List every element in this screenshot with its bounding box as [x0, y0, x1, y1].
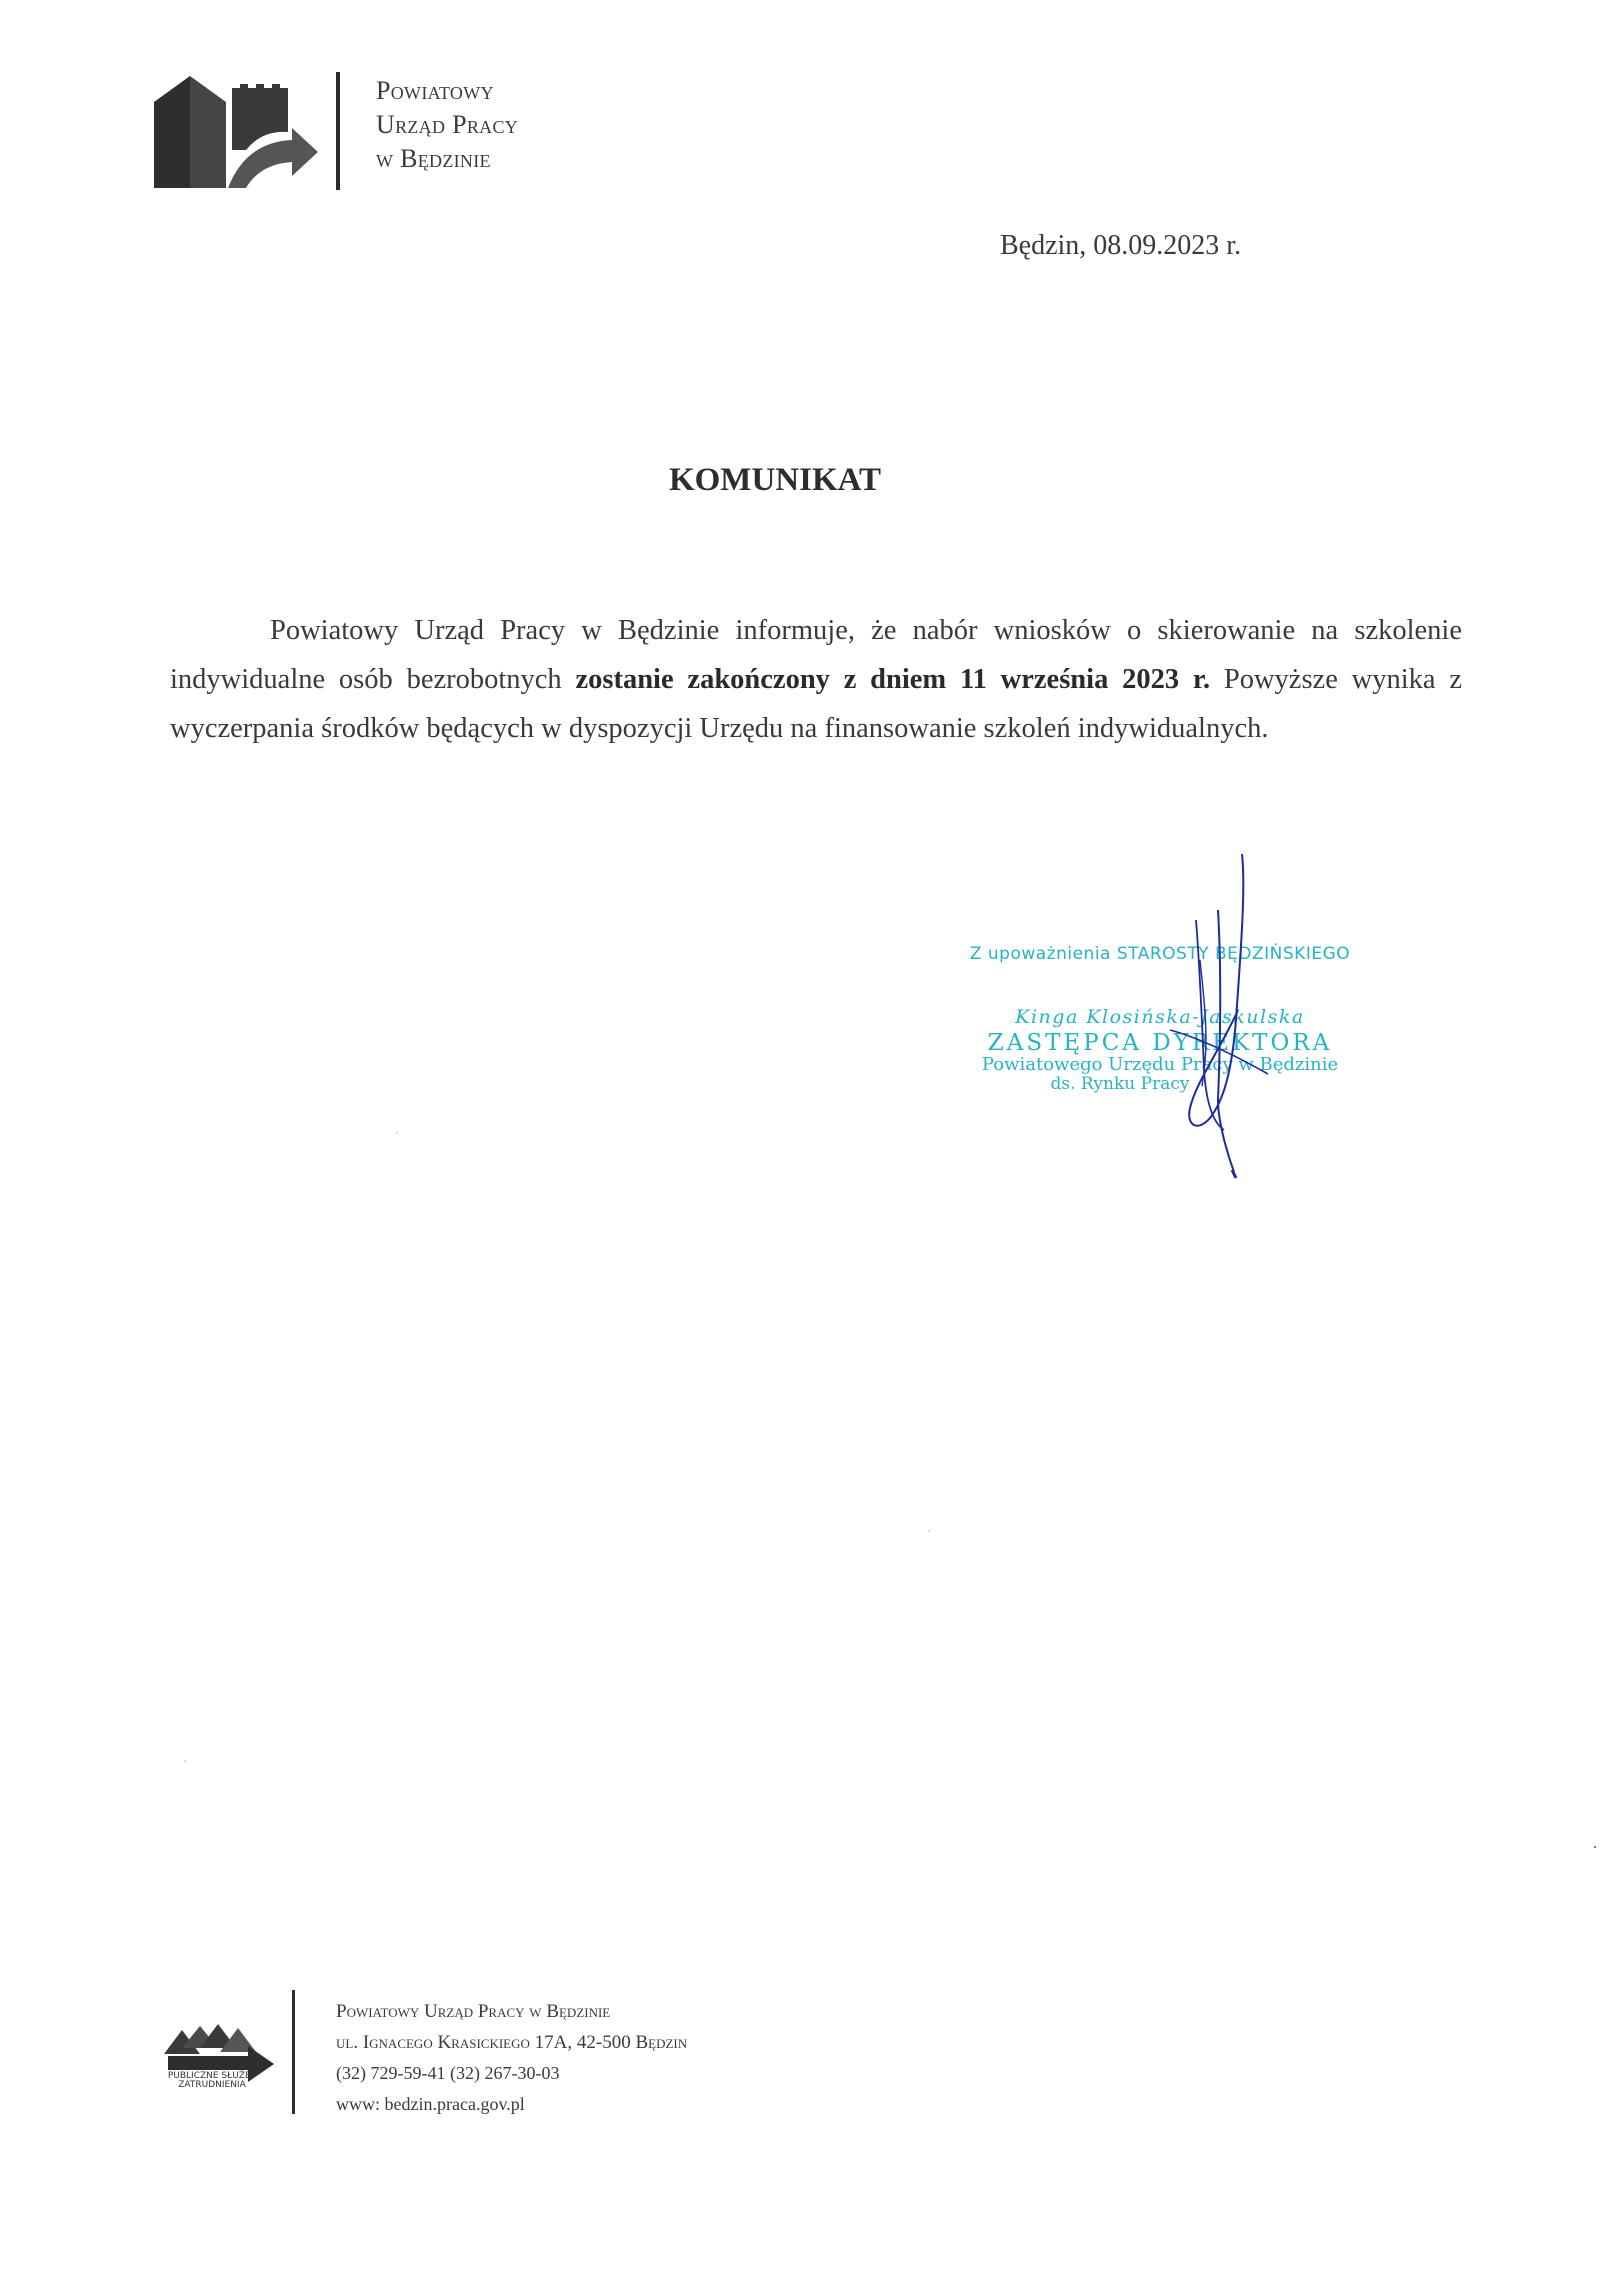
scan-speck: [928, 1530, 930, 1532]
psz-logo-text: PUBLICZNE SŁUŻBY ZATRUDNIENIA: [167, 2071, 257, 2090]
document-title: KOMUNIKAT: [668, 462, 882, 498]
document-date: Będzin, 08.09.2023 r.: [1000, 230, 1242, 261]
body-text-part-2: Powyższe wynika z wyczerpania środków będących w dyspozycji Urzędu na finansowanie szkoleń indywidualnych.: [170, 664, 1462, 744]
stamp-authorization: Z upoważnienia STAROSTY BĘDZIŃSKIEGO: [969, 944, 1351, 964]
body-text-bold: zostanie zakończony z dniem 11 września 2023 r.: [575, 664, 1211, 695]
stamp-signer-name: Kinga Klosińska-Jaskulska: [1015, 1006, 1305, 1028]
pup-bedzin-logo: [150, 72, 322, 190]
handwritten-signature: [1140, 850, 1280, 1180]
footer-website: www: bedzin.praca.gov.pl: [336, 2094, 525, 2114]
header-org-name: [376, 74, 518, 176]
header-divider: [336, 72, 340, 190]
footer-divider: [292, 1990, 295, 2114]
org-name-line-2: Urząd Pracy: [376, 110, 519, 139]
footer-org-name: Powiatowy Urząd Pracy w Będzinie: [336, 2001, 611, 2022]
footer-contact: [336, 1996, 687, 2120]
body-text-part-1: Powiatowy Urząd Pracy w Będzinie informuje, że nabór wniosków o skierowanie na szkolenie indywidualne osób bezrobotnych: [170, 615, 1462, 695]
stamp-department: ds. Rynku Pracy: [1050, 1074, 1190, 1094]
document-body: [170, 606, 1462, 753]
footer-address: ul. Ignacego Krasickiego 17A, 42-500 Będzin: [336, 2032, 688, 2053]
scan-speck: [1594, 1846, 1596, 1848]
scan-speck: [396, 1132, 398, 1134]
org-name-line-3: w Będzinie: [376, 144, 491, 173]
footer-phones: (32) 729-59-41 (32) 267-30-03: [336, 2063, 560, 2083]
stamp-role: ZASTĘPCA DYREKTORA: [987, 1030, 1333, 1056]
scan-speck: [184, 1760, 186, 1762]
stamp-office: Powiatowego Urzędu Pracy w Będzinie: [981, 1054, 1339, 1075]
org-name-line-1: Powiatowy: [376, 76, 494, 105]
